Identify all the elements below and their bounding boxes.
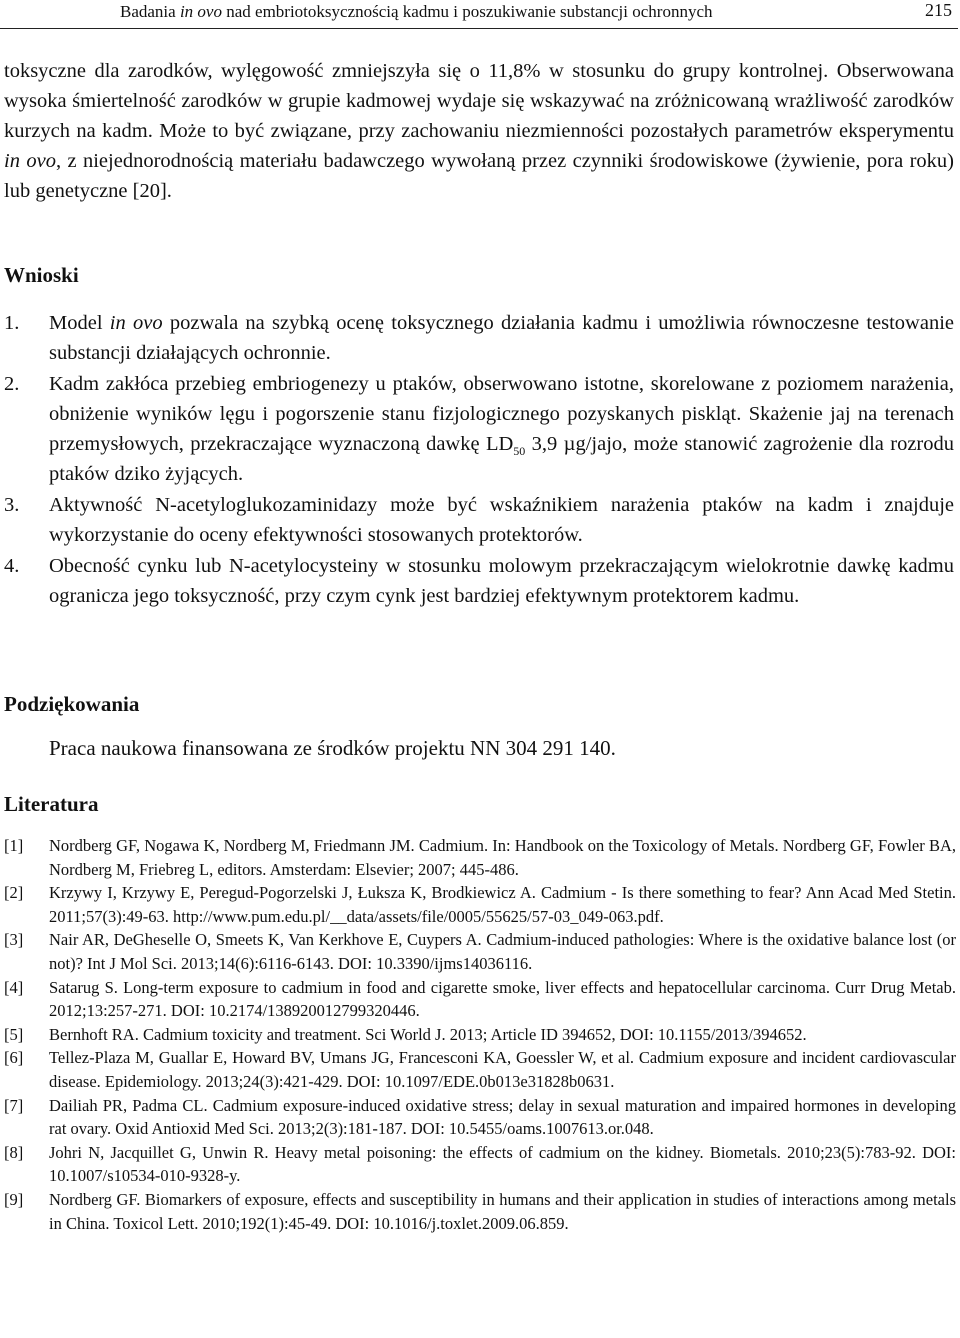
item-number: 3.: [4, 494, 20, 516]
reference-item: [2] Krzywy I, Krzywy E, Peregud-Pogorzelski J, Łuksza K, Brodkiewicz A. Cadmium - Is there something to fear? Ann Acad Med Stetin. 2011;57(3):49-63. http://www.pum.edu.pl/__data/assets/file/0005/55625/57-03_049-063.pdf.: [4, 883, 956, 926]
list-item: 2. Kadm zakłóca przebieg embriogenezy u ptaków, obserwowano istotne, skorelowane z poziomem narażenia, obniżenie wyników lęgu i pogorszenie stanu fizjologicznego pozyskanych piskląt. Skażenie jaj na terenach przemysłowych, przekraczające wyznaczoną dawkę $LD_{50}$ 3,9 µg/jajo, może stanowić zagrożenie dla rozrodu ptaków dziko żyjących.: [4, 369, 954, 489]
page-number: 215: [925, 0, 952, 20]
list-item: 3. Aktywność N-acetyloglukozaminidazy może być wskaźnikiem narażenia ptaków na kadm i znajduje wykorzystanie do oceny efektywności stosowanych protektorów.: [4, 490, 954, 550]
reference-item: [7] Dailiah PR, Padma CL. Cadmium exposure-induced oxidative stress; delay in sexual maturation and impaired hormones in developing rat ovary. Oxid Antioxid Med Sci. 2013;2(3):181-187. DOI: 10.5455/oams.1007613.or.048.: [4, 1095, 956, 1139]
reference-number: [4]: [4, 977, 24, 997]
references-list: [4, 834, 956, 1235]
header-title: Badania in ovo nad embriotoksycznością kadmu i poszukiwanie substancji ochronnych: [120, 2, 713, 21]
references-heading: Literatura: [4, 792, 99, 816]
reference-number: [1]: [4, 836, 24, 855]
acknowledgements-text: Praca naukowa finansowana ze środków projektu NN 304 291 140.: [49, 736, 616, 760]
reference-item: [8] Johri N, Jacquillet G, Unwin R. Heavy metal poisoning: the effects of cadmium on the kidney. Biometals. 2010;23(5):783-92. DOI: 10.1007/s10534-010-9328-y.: [4, 1142, 956, 1186]
reference-item: [6] Tellez-Plaza M, Guallar E, Howard BV, Umans JG, Francesconi KA, Goessler W, et al. Cadmium exposure and incident cardiovascular disease. Epidemiology. 2013;24(3):421-429. DOI: 10.1097/EDE.0b013e31828b0631.: [4, 1048, 956, 1091]
conclusions-heading: Wnioski: [4, 263, 79, 287]
reference-number: [6]: [4, 1048, 24, 1068]
intro-paragraph: toksyczne dla zarodków, wylęgowość zmniejszyła się o 11,8% w stosunku do grupy kontrolnej. Obserwowana wysoka śmiertelność zarodków w grupie kadmowej wydaje się wskazywać na zróżnicowaną wrażliwość zarodków kurzych na kadm. Może to być związane, przy zachowaniu niezmienności pozostałych parametrów eksperymentu in ovo, z niejednorodnością materiału badawczego wywołaną przez czynniki środowiskowe (żywienie, pora roku) lub genetyczne [20].: [4, 60, 955, 202]
reference-number: [9]: [4, 1189, 24, 1209]
acknowledgements-heading: Podziękowania: [4, 692, 140, 716]
reference-item: [3] Nair AR, DeGheselle O, Smeets K, Van Kerkhove E, Cuypers A. Cadmium-induced pathologies: Where is the oxidative balance lost (or not)? Int J Mol Sci. 2013;14(6):6116-6143. DOI: 10.3390/ijms14036116.: [4, 930, 956, 973]
item-number: 1.: [4, 312, 20, 334]
list-item: 4. Obecność cynku lub N-acetylocysteiny w stosunku molowym przekraczającym wielokrotnie dawkę kadmu ogranicza jego toksyczność, przy czym cynk jest bardziej efektywnym protektorem kadmu.: [4, 551, 954, 611]
reference-item: [1] Nordberg GF, Nogawa K, Nordberg M, Friedmann JM. Cadmium. In: Handbook on the Toxicology of Metals. Nordberg GF, Fowler BA, Nordberg M, Friebreg L, editors. Amsterdam: Elsevier; 2007; 445-486.: [4, 836, 956, 879]
reference-number: [7]: [4, 1095, 24, 1115]
reference-item: [5] Bernhoft RA. Cadmium toxicity and treatment. Sci World J. 2013; Article ID 394652, DOI: 10.1155/2013/394652.: [4, 1023, 956, 1047]
reference-item: [9] Nordberg GF. Biomarkers of exposure, effects and susceptibility in humans and their application in studies of interactions among metals in China. Toxicol Lett. 2010;192(1):45-49. DOI: 10.1016/j.toxlet.2009.06.859.: [4, 1189, 956, 1233]
running-header: [0, 0, 958, 29]
reference-number: [3]: [4, 930, 24, 950]
item-number: 4.: [4, 555, 20, 577]
list-item: 1. Model in ovo pozwala na szybką ocenę toksycznego działania kadmu i umożliwia równoczesne testowanie substancji działających ochronnie.: [4, 308, 954, 368]
item-number: 2.: [4, 373, 20, 395]
conclusions-list: [4, 308, 954, 612]
reference-number: [8]: [4, 1142, 24, 1162]
reference-number: [2]: [4, 883, 24, 903]
reference-number: [5]: [4, 1024, 24, 1044]
reference-item: [4] Satarug S. Long-term exposure to cadmium in food and cigarette smoke, liver effects and hepatocellular carcinoma. Curr Drug Metab. 2012;13:257-271. DOI: 10.2174/138920012799320446.: [4, 977, 956, 1021]
